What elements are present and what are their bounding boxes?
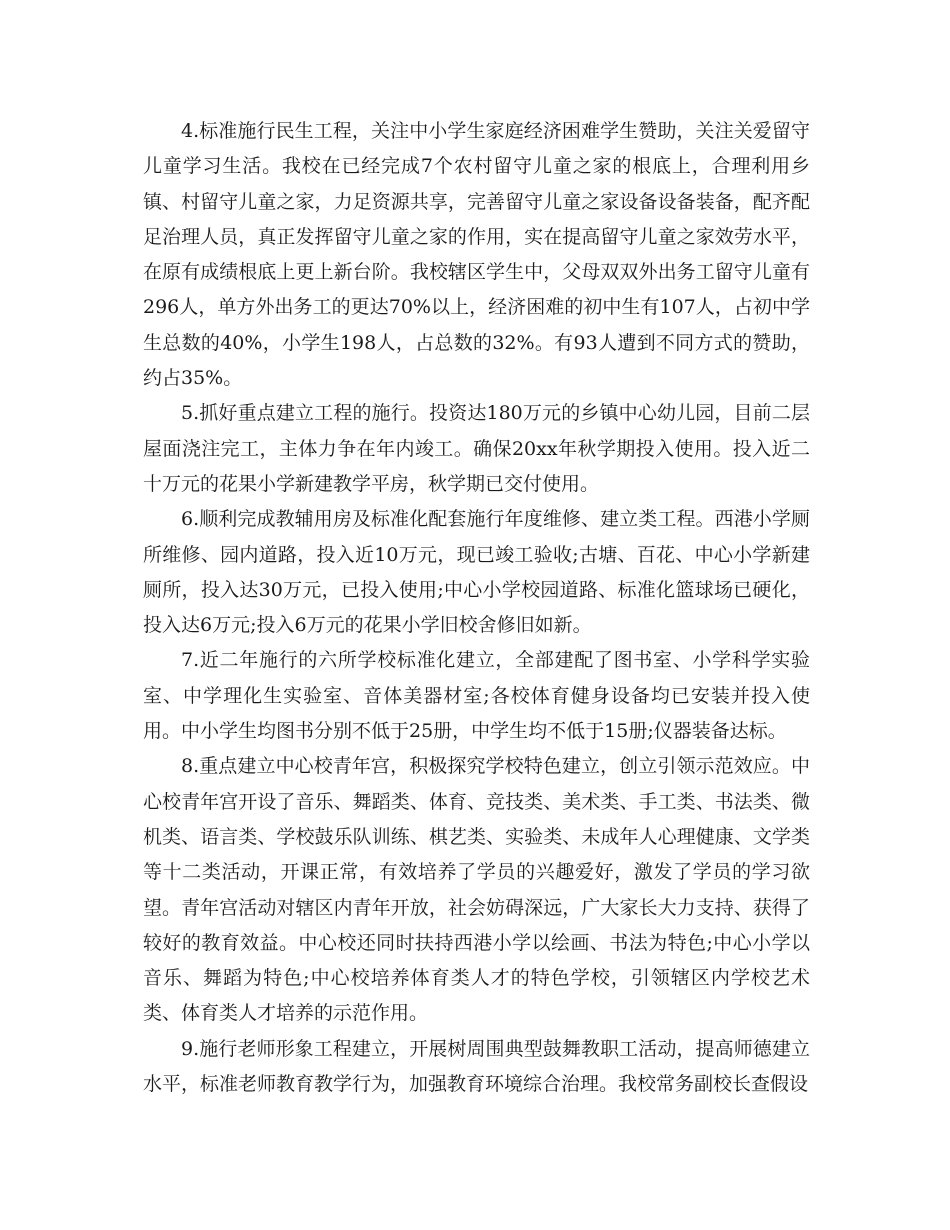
paragraph-item-7: 7.近二年施行的六所学校标准化建立，全部建配了图书室、小学科学实验室、中学理化生实验室、音体美器材室;各校体育健身设备均已安装并投入使用。中小学生均图书分别不低于25册，中学生均不低于15册;仪器装备达标。 (143, 649, 810, 743)
document-body (143, 114, 810, 1102)
paragraph-item-9: 9.施行老师形象工程建立，开展树周围典型鼓舞教职工活动，提高师德建立水平，标准老师教育教学行为，加强教育环境综合治理。我校常务副校长查假设 (143, 1037, 810, 1096)
paragraph-item-5: 5.抓好重点建立工程的施行。投资达180万元的乡镇中心幼儿园，目前二层屋面浇注完工，主体力争在年内竣工。确保20xx年秋学期投入使用。投入近二十万元的花果小学新建教学平房，秋学期已交付使用。 (143, 402, 810, 495)
paragraph-item-6: 6.顺利完成教辅用房及标准化配套施行年度维修、建立类工程。西港小学厕所维修、园内道路，投入近10万元，现已竣工验收;古塘、百花、中心小学新建厕所，投入达30万元，已投入使用;中心小学校园道路、标准化篮球场已硬化，投入达6万元;投入6万元的花果小学旧校舍修旧如新。 (143, 508, 810, 637)
paragraph-item-8: 8.重点建立中心校青年宫，积极探究学校特色建立，创立引领示范效应。中心校青年宫开设了音乐、舞蹈类、体育、竞技类、美术类、手工类、书法类、微机类、语言类、学校鼓乐队训练、棋艺类、实验类、未成年人心理健康、文学类等十二类活动，开课正常，有效培养了学员的兴趣爱好，激发了学员的学习欲望。青年宫活动对辖区内青年开放，社会妨碍深远，广大家长大力支持、获得了较好的教育效益。中心校还同时扶持西港小学以绘画、书法为特色;中心小学以音乐、舞蹈为特色;中心校培养体育类人才的特色学校，引领辖区内学校艺术类、体育类人才培养的示范作用。 (143, 755, 810, 1025)
paragraph-item-4: 4.标准施行民生工程，关注中小学生家庭经济困难学生赞助，关注关爱留守儿童学习生活。我校在已经完成7个农村留守儿童之家的根底上，合理利用乡镇、村留守儿童之家，力足资源共享，完善留守儿童之家设备设备装备，配齐配足治理人员，真正发挥留守儿童之家的作用，实在提高留守儿童之家效劳水平，在原有成绩根底上更上新台阶。我校辖区学生中，父母双双外出务工留守儿童有296人，单方外出务工的更达70%以上，经济困难的初中生有107人，占初中学生总数的40%，小学生198人，占总数的32%。有93人遭到不同方式的赞助，约占35%。 (143, 120, 810, 390)
